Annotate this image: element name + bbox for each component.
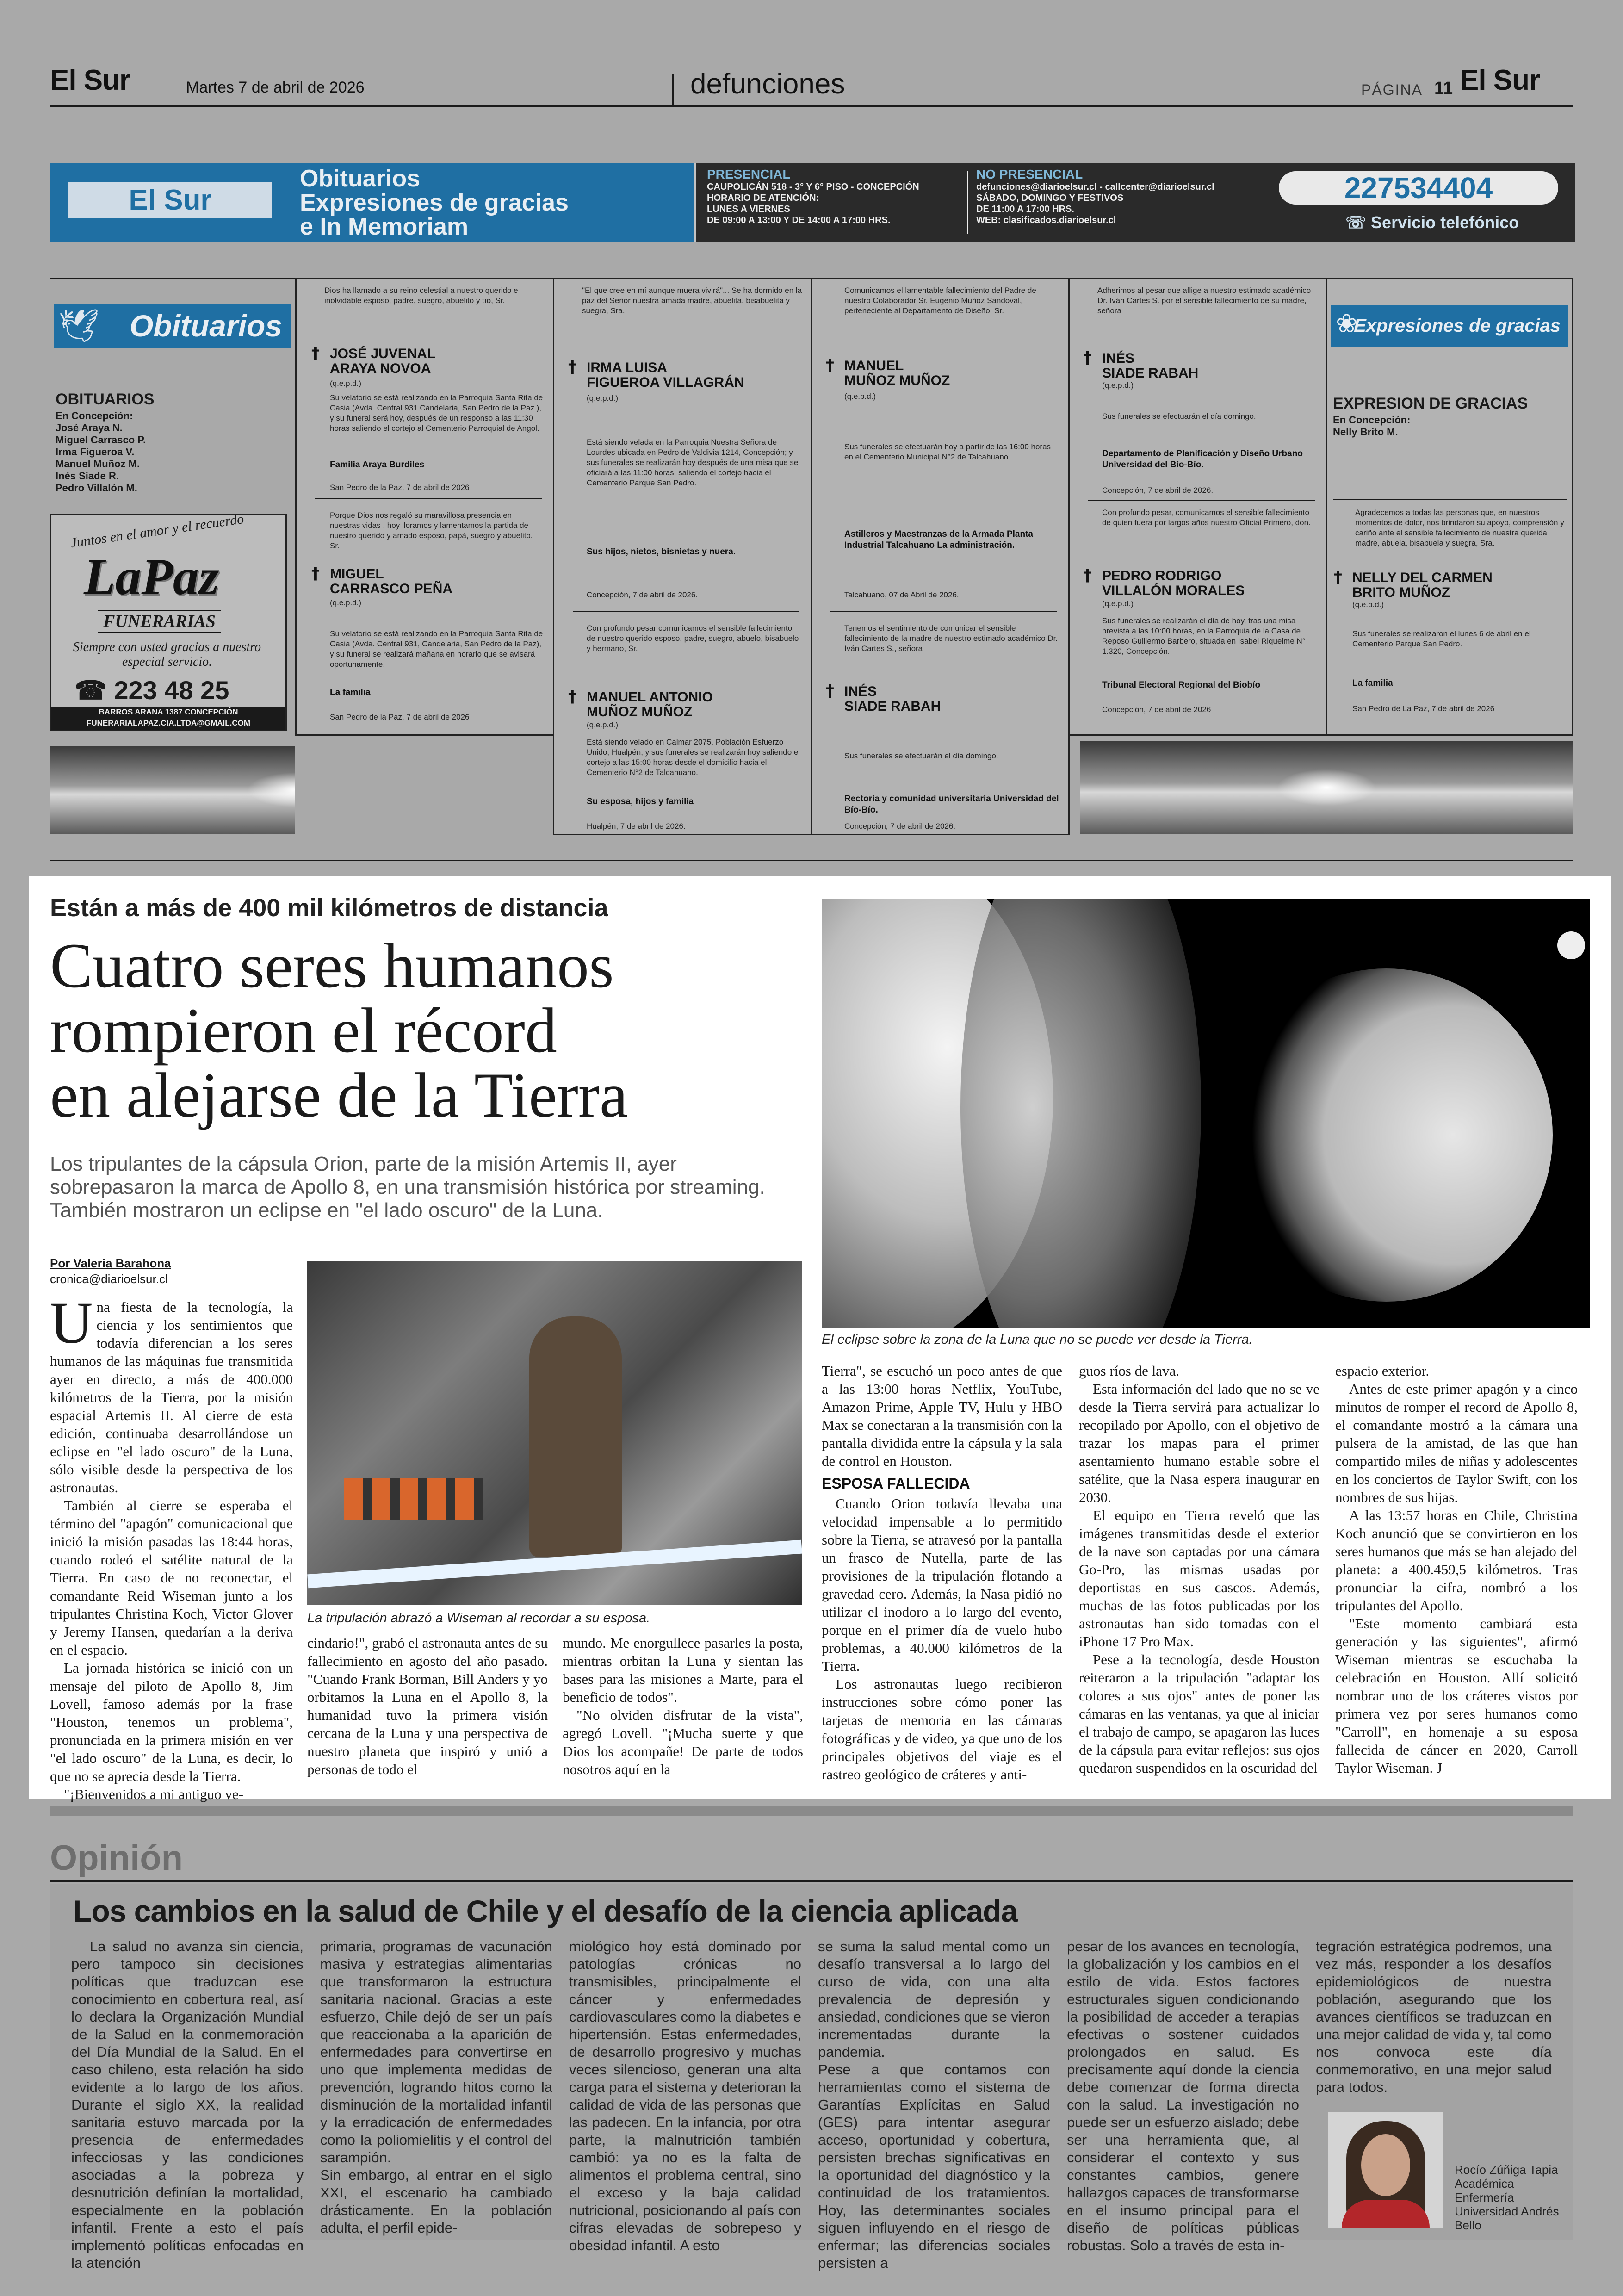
funeraria-tagline-top: Juntos en el amor y el recuerdo bbox=[69, 511, 245, 551]
obit-name-line: CARRASCO PEÑA bbox=[330, 581, 453, 596]
obit-family: La familia bbox=[330, 688, 371, 697]
thanks-name: Nelly Brito M. bbox=[1333, 426, 1398, 438]
clouds-image-right bbox=[1080, 741, 1573, 834]
obit-text: Su velatorio se está realizando en la Parroquia Santa Rita de Casia (Avda. Central 931 Candelaria, San Pedro de la Paz ), y su funeral será hoy, después de un responso a las 11:30 horas saliendo el cortejo al Cementerio Parroquial de Angol. bbox=[330, 393, 543, 433]
nopresencial-line: WEB: clasificados.diarioelsur.cl bbox=[976, 215, 1116, 225]
obit-col-5 bbox=[1068, 278, 1327, 736]
article-paragraph: cindario!", grabó el astronauta antes de su fallecimiento en agosto del año pasado. "Cuando Frank Borman, Bill Anders y yo orbitamos la Luna en el Apollo 8, la humanidad tuvo la primera visión cercana de la Luna y una perspectiva de nuestro planeta que inspiró y unió a personas de todo el bbox=[307, 1635, 548, 1777]
obit-name-line: MANUEL bbox=[844, 358, 904, 373]
article-paragraph: A las 13:57 horas en Chile, Christina Koch anunció que se convirtieron en los seres humanos que más se han alejado del planeta: a 400.459,5 kilómetros. Tras pronunciar la cifra, nombró a los tripulantes del Apollo. bbox=[1335, 1507, 1578, 1613]
author-credit bbox=[1455, 2163, 1559, 2232]
nopresencial-line: defunciones@diarioelsur.cl - callcenter@diarioelsur.cl bbox=[976, 182, 1214, 192]
obit-place: Concepción, 7 de abril de 2026. bbox=[1102, 486, 1214, 495]
obit-place: San Pedro de la Paz, 7 de abril de 2026 bbox=[330, 483, 470, 492]
obit-place: Concepción, 7 de abril de 2026. bbox=[587, 590, 698, 599]
author-line: Académica bbox=[1455, 2177, 1514, 2191]
obit-name bbox=[1102, 569, 1245, 598]
presencial-line: DE 09:00 A 13:00 Y DE 14:00 A 17:00 HRS. bbox=[707, 215, 891, 225]
obit-name-line: SIADE RABAH bbox=[1102, 366, 1199, 381]
obit-family: Astilleros y Maestranzas de la Armada Planta Industrial Talcahuano La administración. bbox=[844, 529, 1033, 550]
page-label: PÁGINA bbox=[1361, 81, 1423, 98]
obit-name-line: NELLY DEL CARMEN bbox=[1352, 570, 1493, 585]
article-panel bbox=[29, 876, 1611, 1802]
article-paragraph: Pese a la tecnología, desde Houston reiteraron a la tripulación "adaptar los colores a sus ojos" antes de poner las cámaras en las ventanas, ya que al iniciar el trabajo de campo, se apagaron las luces de la cápsula para evitar reflejos: sus ojos quedaron suspendidos en la oscuridad del bbox=[1079, 1651, 1319, 1776]
article-kicker: Están a más de 400 mil kilómetros de distancia bbox=[50, 894, 608, 922]
obit-name-line: PEDRO RODRIGO bbox=[1102, 568, 1222, 583]
obit-name bbox=[330, 567, 452, 596]
obit-name-line: JOSÉ JUVENAL bbox=[330, 346, 436, 361]
banner-title bbox=[300, 167, 569, 239]
author-shirt-shape bbox=[1342, 2200, 1430, 2228]
opinion-col-4: se suma la salud mental como un desafío transversal a lo largo del curso de vida, con una alta prevalencia de depresión y ansiedad, condiciones que se vieron incrementadas durante la pandemia. Pese a que contamos con herramientas como el sistema de Garantías Explícitas en Salud (GES) para intentar asegurar acceso, oportunidad y cobertura, persisten brechas significativas en la oportunidad del diagnóstico y la continuidad de los tratamientos. Hoy, las determinantes sociales siguen influyendo en el riesgo de enfermar; las diferencias sociales persisten a bbox=[818, 1938, 1050, 2271]
article-col-1 bbox=[50, 1290, 293, 1803]
nasa-icon bbox=[1557, 931, 1585, 959]
spacecraft-panel-shape bbox=[960, 899, 1201, 1328]
obit-family: Rectoría y comunidad universitaria Universidad del Bío-Bío. bbox=[844, 794, 1059, 815]
thanks-separator bbox=[1333, 499, 1567, 500]
obit-bottom-rule bbox=[50, 860, 1573, 861]
obit-separator bbox=[1088, 500, 1315, 501]
obit-place: Concepción, 7 de abril de 2026. bbox=[844, 822, 956, 831]
article-paragraph: "¡Bienvenidos a mi antiguo ve- bbox=[64, 1786, 244, 1802]
obit-index-name: Miguel Carrasco P. bbox=[56, 434, 146, 446]
obit-intro: Con profundo pesar comunicamos el sensible fallecimiento de nuestro querido esposo, padre, suegro, abuelo, bisabuelo y hermano, Sr. bbox=[587, 624, 799, 653]
article-paragraph: El equipo en Tierra reveló que las imágenes transmitidas desde el exterior de la nave son captadas por una cámara Go-Pro, las mismas usadas por deportistas en sus cascos. Además, muchas de las fotos publicadas por los astronautas han sido tomadas con el iPhone 17 Pro Max. bbox=[1079, 1507, 1319, 1650]
article-headline bbox=[50, 930, 836, 1130]
phone-service-label bbox=[1345, 213, 1519, 232]
article-subhead: ESPOSA FALLECIDA bbox=[822, 1475, 970, 1492]
opinion-col-5: pesar de los avances en tecnología, la globalización y los cambios en el estilo de vida. Estos factores estructurales siguen condicionando la posibilidad de acceder a terapias efectivas o sostener cuidados prolongados en salud. Es precisamente aquí donde la ciencia debe comenzar de forma directa con la salud. La investigación no puede ser un esfuerzo aislado; debe ser una herramienta que, al considerar el contexto y sus constantes cambios, genere hallazgos capaces de transformarse en el insumo principal para el diseño de políticas públicas robustas. Solo a través de esta in- bbox=[1067, 1938, 1299, 2253]
obit-name-line: BRITO MUÑOZ bbox=[1352, 585, 1450, 600]
obit-name-line: INÉS bbox=[1102, 351, 1135, 366]
obit-family: Sus hijos, nietos, bisnietas y nuera. bbox=[587, 547, 736, 557]
obit-name-line: MIGUEL bbox=[330, 566, 384, 582]
section-title: defunciones bbox=[690, 68, 845, 100]
opinion-top-rule bbox=[50, 1806, 1573, 1816]
obit-index-city: En Concepción: bbox=[56, 410, 133, 422]
banner-divider bbox=[967, 171, 968, 234]
brand-right: El Sur bbox=[1460, 64, 1540, 96]
presencial-block bbox=[707, 168, 919, 226]
article-col-2 bbox=[307, 1634, 548, 1778]
banner-title-line: Obituarios bbox=[300, 165, 421, 192]
thanks-heading: EXPRESION DE GRACIAS bbox=[1333, 395, 1528, 412]
opinion-box bbox=[50, 1884, 1573, 2271]
banner-logo: El Sur bbox=[68, 182, 272, 218]
funeraria-email: FUNERARIALAPAZ.CIA.LTDA@GMAIL.COM bbox=[86, 719, 251, 727]
article-paragraph: También al cierre se esperaba el término del "apagón" comunicacional que inició la misión pasadas las 18:44 horas, cuando rodeó el satélite natural de la Tierra. En caso de no reconectar, el comandante Reid Wiseman junto a los tripulantes Christina Koch, Victor Glover y Jeremy Hansen, quedarían a la deriva en el espacio. bbox=[50, 1497, 293, 1658]
article-paragraph: Cuando Orion todavía llevaba una velocidad impensable a lo permitido sobre la Tierra, se atravesó por la pantalla un frasco de Nutella, parte de las provisiones de la tripulación flotando a gravedad cero. Además, la Nasa pidió no utilizar el inodoro a lo largo del evento, porque en el primer día de vuelo hubo problemas, a 40.000 kilómetros de la Tierra. bbox=[822, 1496, 1062, 1674]
banner-title-line: Expresiones de gracias bbox=[300, 189, 569, 216]
cross-icon: † bbox=[826, 356, 834, 375]
obit-qepd: (q.e.p.d.) bbox=[330, 598, 362, 607]
obit-qepd: (q.e.p.d.) bbox=[330, 379, 362, 388]
obit-intro: "El que cree en mí aunque muera vivirá"... Se ha dormido en la paz del Señor nuestra amada madre, abuelita, bisabuelita y suegra, Sra. bbox=[582, 286, 802, 315]
article-paragraph: Antes de este primer apagón y a cinco minutos de romper el record de Apollo 8, el comandante mostró a la cámara una pulsera de la amistad, de las que han compartido miles de niñas y adolescentes en los conciertos de Taylor Swift, con los nombres de sus hijas. bbox=[1335, 1381, 1578, 1505]
obit-place: San Pedro de la Paz, 7 de abril de 2026 bbox=[330, 713, 470, 721]
article-paragraph: "No olviden disfrutar de la vista", agregó Lovell. "¡Mucha suerte y que Dios los acompañe! De parte de todos nosotros aquí en la bbox=[563, 1707, 803, 1777]
opinion-col-6: tegración estratégica podremos, una vez más, responder a los desafíos epidemiológicos de nuestra población, asegurando que los avances científicos se traduzcan en una mejor calidad de vida y, tal como nos convoca este día conmemorativo, en una mejor salud para todos. bbox=[1316, 1938, 1552, 2095]
obit-index-name: Pedro Villalón M. bbox=[56, 482, 137, 494]
obit-family: Tribunal Electoral Regional del Biobío bbox=[1102, 680, 1261, 690]
obit-index-name: Inés Siade R. bbox=[56, 470, 119, 482]
cross-icon: † bbox=[568, 358, 576, 377]
obit-index-name: José Araya N. bbox=[56, 422, 123, 434]
opinion-col-2: primaria, programas de vacunación masiva y estrategias alimentarias que transformaron la estructura sanitaria nacional. Gracias a este esfuerzo, Chile dejó de ser un país que reaccionaba a la aparición de enfermedades para convertirse en uno que implementa medidas de prevención, logrando hitos como la disminución de la mortalidad infantil y la erradicación de enfermedades como la poliomielitis y el control del sarampión. Sin embargo, al entrar en el siglo XXI, el escenario ha cambiado drásticamente. En la población adulta, el perfil epide- bbox=[320, 1938, 552, 2236]
orange-equipment-shape bbox=[344, 1478, 483, 1520]
byline-email: cronica@diarioelsur.cl bbox=[50, 1272, 168, 1286]
classifieds-banner bbox=[50, 163, 1573, 242]
obit-text: Está siendo velada en la Parroquia Nuestra Señora de Lourdes ubicada en Pedro de Valdivia 1214, Concepción; y sus funerales se realizarán hoy después de una misa que se oficiará a las 11:00 horas, saliendo el cortejo hacia el Cementerio Parque San Pedro. bbox=[587, 438, 799, 487]
obit-place: Talcahuano, 07 de Abril de 2026. bbox=[844, 590, 959, 599]
author-line: Enfermería bbox=[1455, 2191, 1514, 2204]
author-line: Universidad Andrés bbox=[1455, 2204, 1559, 2218]
opinion-label-rule bbox=[50, 1880, 1573, 1882]
obit-col-3 bbox=[553, 278, 812, 835]
page-number: 11 bbox=[1434, 79, 1453, 98]
header-divider bbox=[672, 74, 674, 105]
obituarios-logo: Obituarios bbox=[54, 304, 291, 348]
opinion-col-3: miológico hoy está dominado por patologías crónicas no transmisibles, principalmente el cáncer y enfermedades cardiovasculares como la diabetes e hipertensión. Estas enfermedades, de desarrollo progresivo y muchas veces silencioso, generan una alta carga para el sistema y deterioran la calidad de vida de las personas que las padecen. En la infancia, por otra parte, la malnutrición también cambió: ya no es la falta de alimentos el problema central, sino el exceso y la baja calidad nutricional, posicionando al país con cifras elevadas de sobrepeso y obesidad infantil. A esto bbox=[569, 1938, 801, 2253]
obit-name bbox=[844, 359, 950, 388]
opinion-col-1: La salud no avanza sin ciencia, pero tampoco sin decisiones políticas que traduzcan ese conocimiento en cobertura real, así lo declara la Organización Mundial de la Salud en la conmemoración del Día Mundial de la Salud. En el caso chileno, esta relación ha sido evidente a lo largo de los años. Durante el siglo XX, la realidad sanitaria estuvo marcada por la presencia de enfermedades infecciosas y las condiciones asociadas a la pobreza y desnutrición definían la mortalidad, especialmente en la población infantil. Frente a esto el país implementó políticas enfocadas en la atención bbox=[71, 1938, 304, 2271]
dropcap: U bbox=[50, 1290, 93, 1356]
obit-family: Familia Araya Burdiles bbox=[330, 460, 425, 470]
obit-family: Departamento de Planificación y Diseño Urbano Universidad del Bío-Bío. bbox=[1102, 449, 1303, 470]
obit-index-list bbox=[56, 422, 146, 494]
funeraria-ad bbox=[50, 511, 287, 731]
funeraria-logo-name: LaPaz bbox=[84, 548, 219, 606]
funeraria-logo-sub: FUNERARIAS bbox=[98, 610, 221, 633]
obit-text: Su velatorio se está realizando en la Parroquia Santa Rita de Casia (Avda. Central 931, Candelaria, San Pedro de la Paz), y su funeral se realizará mañana en horario que se avisará oportunamente. bbox=[330, 629, 543, 669]
headline-line: en alejarse de la Tierra bbox=[50, 1060, 628, 1130]
opinion-section-label: Opinión bbox=[50, 1838, 183, 1878]
moon-shape bbox=[1220, 968, 1553, 1302]
clouds-image-left bbox=[50, 746, 295, 834]
article-paragraph: Los astronautas luego recibieron instrucciones sobre cómo poner las tarjetas de memoria en las cámaras fotográficas y de video, ya que uno de los principales objetivos del viaje es el rastreo geológico de cráteres y anti- bbox=[822, 1676, 1062, 1782]
obit-index-name: Irma Figueroa V. bbox=[56, 446, 135, 458]
obit-name bbox=[844, 684, 941, 714]
author-line: Rocío Zúñiga Tapia bbox=[1455, 2163, 1558, 2177]
obit-qepd: (q.e.p.d.) bbox=[1102, 599, 1134, 608]
obit-family: Su esposa, hijos y familia bbox=[587, 797, 694, 807]
article-paragraph: "Este momento cambiará esta generación y las siguientes", afirmó Wiseman mientras se escuchaba la celebración en Houston. Allí solicitó nombrar uno de los cráteres vistos por primera vez por seres humanos como "Carroll", en homenaje a su esposa fallecida de cáncer en 2020, Carroll Taylor Wiseman. J bbox=[1335, 1615, 1578, 1776]
article-paragraph: na fiesta de la tecnología, la ciencia y los sentimientos que todavía diferencian a los seres humanos de las máquinas fue transmitida ayer en directo, a más de 400.000 kilómetros de la Tierra, por la misión espacial Artemis II. Al cierre de esta edición, continuaba desarrollándose un eclipse en "el lado oscuro" de la Luna, sólo visible desde la perspectiva de los astronautas. bbox=[50, 1299, 293, 1496]
funeraria-tagline-bottom: Siempre con usted gracias a nuestro especial servicio. bbox=[73, 640, 261, 669]
article-paragraph: Tierra", se escuchó un poco antes de que a las 13:00 horas Netflix, YouTube, Amazon Prime, Apple TV, Hulu y HBO Max se conectaran a la transmisión con la pantalla dividida entre la cápsula y la sala de control en Houston. bbox=[822, 1363, 1062, 1469]
obit-place: Hualpén, 7 de abril de 2026. bbox=[587, 822, 686, 831]
banner-phone: 227534404 bbox=[1279, 171, 1558, 205]
moon-eclipse-photo bbox=[822, 899, 1590, 1328]
author-face-shape bbox=[1361, 2134, 1410, 2196]
phone-service-text: Servicio telefónico bbox=[1371, 213, 1519, 232]
byline: Por Valeria Barahona bbox=[50, 1256, 171, 1270]
thanks-city: En Concepción: bbox=[1333, 414, 1411, 426]
obit-qepd: (q.e.p.d.) bbox=[587, 394, 619, 403]
article-col-5 bbox=[1079, 1362, 1319, 1777]
obit-text: Sus funerales se efectuarán hoy a partir de las 16:00 horas en el Cementerio Municipal N°2 de Talcahuano. bbox=[844, 442, 1051, 461]
thanks-logo: Expresiones de gracias bbox=[1331, 305, 1568, 347]
obit-col-thanks bbox=[1326, 278, 1573, 736]
author-line: Bello bbox=[1455, 2218, 1481, 2232]
obit-name-line: VILLALÓN MORALES bbox=[1102, 583, 1245, 598]
obit-name-line: SIADE RABAH bbox=[844, 699, 941, 714]
obituarios-dove-icon: 🕊 bbox=[58, 307, 99, 345]
obit-text: Sus funerales se efectuarán el día domingo. bbox=[844, 751, 998, 760]
obit-name-line: ARAYA NOVOA bbox=[330, 361, 431, 376]
cross-icon: † bbox=[311, 564, 320, 583]
obit-qepd: (q.e.p.d.) bbox=[1352, 600, 1384, 609]
brand-left: El Sur bbox=[50, 64, 130, 96]
obit-name bbox=[330, 347, 435, 376]
flower-icon: ❀ bbox=[1336, 309, 1357, 339]
obit-family: La familia bbox=[1352, 678, 1393, 688]
obit-text: Sus funerales se efectuarán el día domingo. bbox=[1102, 412, 1256, 421]
issue-date: Martes 7 de abril de 2026 bbox=[186, 79, 365, 96]
presencial-label: PRESENCIAL bbox=[707, 167, 791, 181]
obit-intro: Agradecemos a todas las personas que, en nuestros momentos de dolor, nos brindaron su apoyo, comprensión y cariño ante el sensible fallecimiento de nuestra querida madre, abuela, bisabuela y suegra, Sra. bbox=[1355, 508, 1564, 547]
obit-name-line: MUÑOZ MUÑOZ bbox=[844, 373, 950, 388]
article-col-4 bbox=[822, 1362, 1062, 1783]
obit-name-line: MUÑOZ MUÑOZ bbox=[587, 704, 693, 720]
obit-name bbox=[587, 360, 744, 390]
presencial-line: CAUPOLICÁN 518 - 3° Y 6° PISO - CONCEPCIÓN bbox=[707, 182, 919, 192]
cross-icon: † bbox=[311, 344, 320, 363]
funeraria-phone-icon: ☎ bbox=[74, 676, 114, 705]
obit-separator bbox=[573, 611, 799, 612]
presencial-line: HORARIO DE ATENCIÓN: bbox=[707, 193, 819, 203]
nopresencial-line: SÁBADO, DOMINGO Y FESTIVOS bbox=[976, 193, 1124, 203]
obit-name bbox=[587, 690, 713, 720]
obit-intro: Porque Dios nos regaló su maravillosa presencia en nuestras vidas , hoy lloramos y lamentamos la partida de nuestro querido y amado esposo, papá, suegro y abuelito. Sr. bbox=[330, 511, 533, 550]
opinion-title: Los cambios en la salud de Chile y el desafío de la ciencia aplicada bbox=[73, 1894, 1018, 1928]
obit-col-2 bbox=[295, 278, 554, 736]
obit-qepd: (q.e.p.d.) bbox=[844, 392, 876, 401]
phone-icon: ☏ bbox=[1345, 213, 1371, 232]
funeraria-phone bbox=[74, 675, 229, 706]
obit-separator bbox=[315, 498, 542, 499]
obit-intro: Adherimos al pesar que aflige a nuestro estimado académico Dr. Iván Cartes S. por el sensible fallecimiento de su madre, señora bbox=[1097, 286, 1311, 315]
cross-icon: † bbox=[826, 682, 834, 701]
obit-separator bbox=[830, 611, 1057, 612]
funeraria-address: BARROS ARANA 1387 CONCEPCIÓN bbox=[99, 707, 238, 716]
obit-name-line: FIGUEROA VILLAGRÁN bbox=[587, 375, 744, 390]
cross-icon: † bbox=[1084, 566, 1092, 585]
article-paragraph: guos ríos de lava. bbox=[1079, 1363, 1179, 1379]
cross-icon: † bbox=[568, 687, 576, 706]
nopresencial-line: DE 11:00 A 17:00 HRS. bbox=[976, 204, 1074, 214]
obit-text: Sus funerales se realizarán el día de hoy, tras una misa prevista a las 10:00 horas, en la Parroquia de la Casa de Reposo Guillermo Barbero, situada en Isabel Riquelme N° 1.320, Concepción. bbox=[1102, 616, 1306, 656]
article-paragraph: mundo. Me enorgullece pasarles la posta, mientras orbitan la Luna y sientan las bases para las misiones a Marte, para el beneficio de todos". bbox=[563, 1635, 803, 1705]
obit-name bbox=[1102, 351, 1198, 381]
crew-photo bbox=[307, 1261, 802, 1605]
nopresencial-label: NO PRESENCIAL bbox=[976, 167, 1083, 181]
banner-title-line: e In Memoriam bbox=[300, 213, 469, 240]
header-rule bbox=[50, 105, 1573, 107]
moon-photo-caption: El eclipse sobre la zona de la Luna que no se puede ver desde la Tierra. bbox=[822, 1332, 1253, 1347]
obit-name-line: INÉS bbox=[844, 684, 877, 699]
presencial-line: LUNES A VIERNES bbox=[707, 204, 790, 214]
nopresencial-block bbox=[976, 168, 1214, 226]
article-col-6 bbox=[1335, 1362, 1578, 1777]
obit-name bbox=[1352, 571, 1493, 600]
obit-intro: Tenemos el sentimiento de comunicar el sensible fallecimiento de la madre de nuestro estimado académico Dr. Iván Cartes S., señora bbox=[844, 624, 1058, 653]
obit-index-heading: OBITUARIOS bbox=[56, 391, 155, 408]
article-paragraph: Esta información del lado que no se ve desde la Tierra servirá para actualizar lo recopilado por Apollo, con el objetivo de trazar los mapas para el primer asentamiento humano estable sobre el satélite, que la Nasa espera inaugurar en 2030. bbox=[1079, 1381, 1319, 1505]
obit-intro: Dios ha llamado a su reino celestial a nuestro querido e inolvidable esposo, padre, suegro, abuelito y tío, Sr. bbox=[324, 286, 518, 305]
funeraria-phone-number: 223 48 25 bbox=[114, 676, 229, 705]
obit-name-line: IRMA LUISA bbox=[587, 360, 667, 375]
obit-text: Sus funerales se realizaron el lunes 6 de abril en el Cementerio Parque San Pedro. bbox=[1352, 629, 1531, 648]
obit-intro: Comunicamos el lamentable fallecimiento del Padre de nuestro Colaborador Sr. Eugenio Muñoz Sandoval, perteneciente al Departamento de Diseño. Sr. bbox=[844, 286, 1036, 315]
obit-col-index bbox=[50, 278, 295, 835]
article-deck: Los tripulantes de la cápsula Orion, parte de la misión Artemis II, ayer sobrepasaron la marca de Apollo 8, en una transmisión histórica por streaming. También mostraron un eclipse en "el lado oscuro" de la Luna. bbox=[50, 1153, 765, 1222]
obit-name-line: MANUEL ANTONIO bbox=[587, 689, 713, 705]
obit-text: Está siendo velado en Calmar 2075, Población Esfuerzo Unido, Hualpén; y sus funerales se realizarán hoy saliendo el cortejo a las 15:00 horas desde el domicilio hacia el Cementerio N°2 de Talcahuano. bbox=[587, 738, 800, 777]
headline-line: rompieron el récord bbox=[50, 995, 557, 1066]
author-photo bbox=[1328, 2112, 1443, 2228]
obit-qepd: (q.e.p.d.) bbox=[1102, 381, 1134, 390]
obit-col-4 bbox=[811, 278, 1070, 835]
article-col-3 bbox=[563, 1634, 803, 1778]
article-paragraph: espacio exterior. bbox=[1335, 1363, 1430, 1379]
obit-place: Concepción, 7 de abril de 2026 bbox=[1102, 705, 1211, 714]
crew-photo-caption: La tripulación abrazó a Wiseman al recordar a su esposa. bbox=[307, 1611, 650, 1626]
cross-icon: † bbox=[1334, 568, 1342, 587]
cross-icon: † bbox=[1084, 348, 1092, 367]
obit-place: San Pedro de La Paz, 7 de abril de 2026 bbox=[1352, 704, 1495, 713]
funeraria-footer bbox=[51, 707, 285, 730]
headline-line: Cuatro seres humanos bbox=[50, 930, 614, 1001]
article-paragraph: La jornada histórica se inició con un mensaje del piloto de Apollo 8, Jim Lovell, famoso además por la frase "Houston, tenemos un problema", pronunciada en la primera misión en ver "el lado oscuro" de la Luna, es decir, lo que no se aprecia desde la Tierra. bbox=[50, 1660, 293, 1784]
crew-member-shape bbox=[529, 1316, 622, 1557]
obit-intro: Con profundo pesar, comunicamos el sensible fallecimiento de quien fuera por largos años nuestro Oficial Primero, don. bbox=[1102, 508, 1311, 527]
obit-index-name: Manuel Muñoz M. bbox=[56, 458, 140, 470]
obit-qepd: (q.e.p.d.) bbox=[587, 720, 619, 729]
